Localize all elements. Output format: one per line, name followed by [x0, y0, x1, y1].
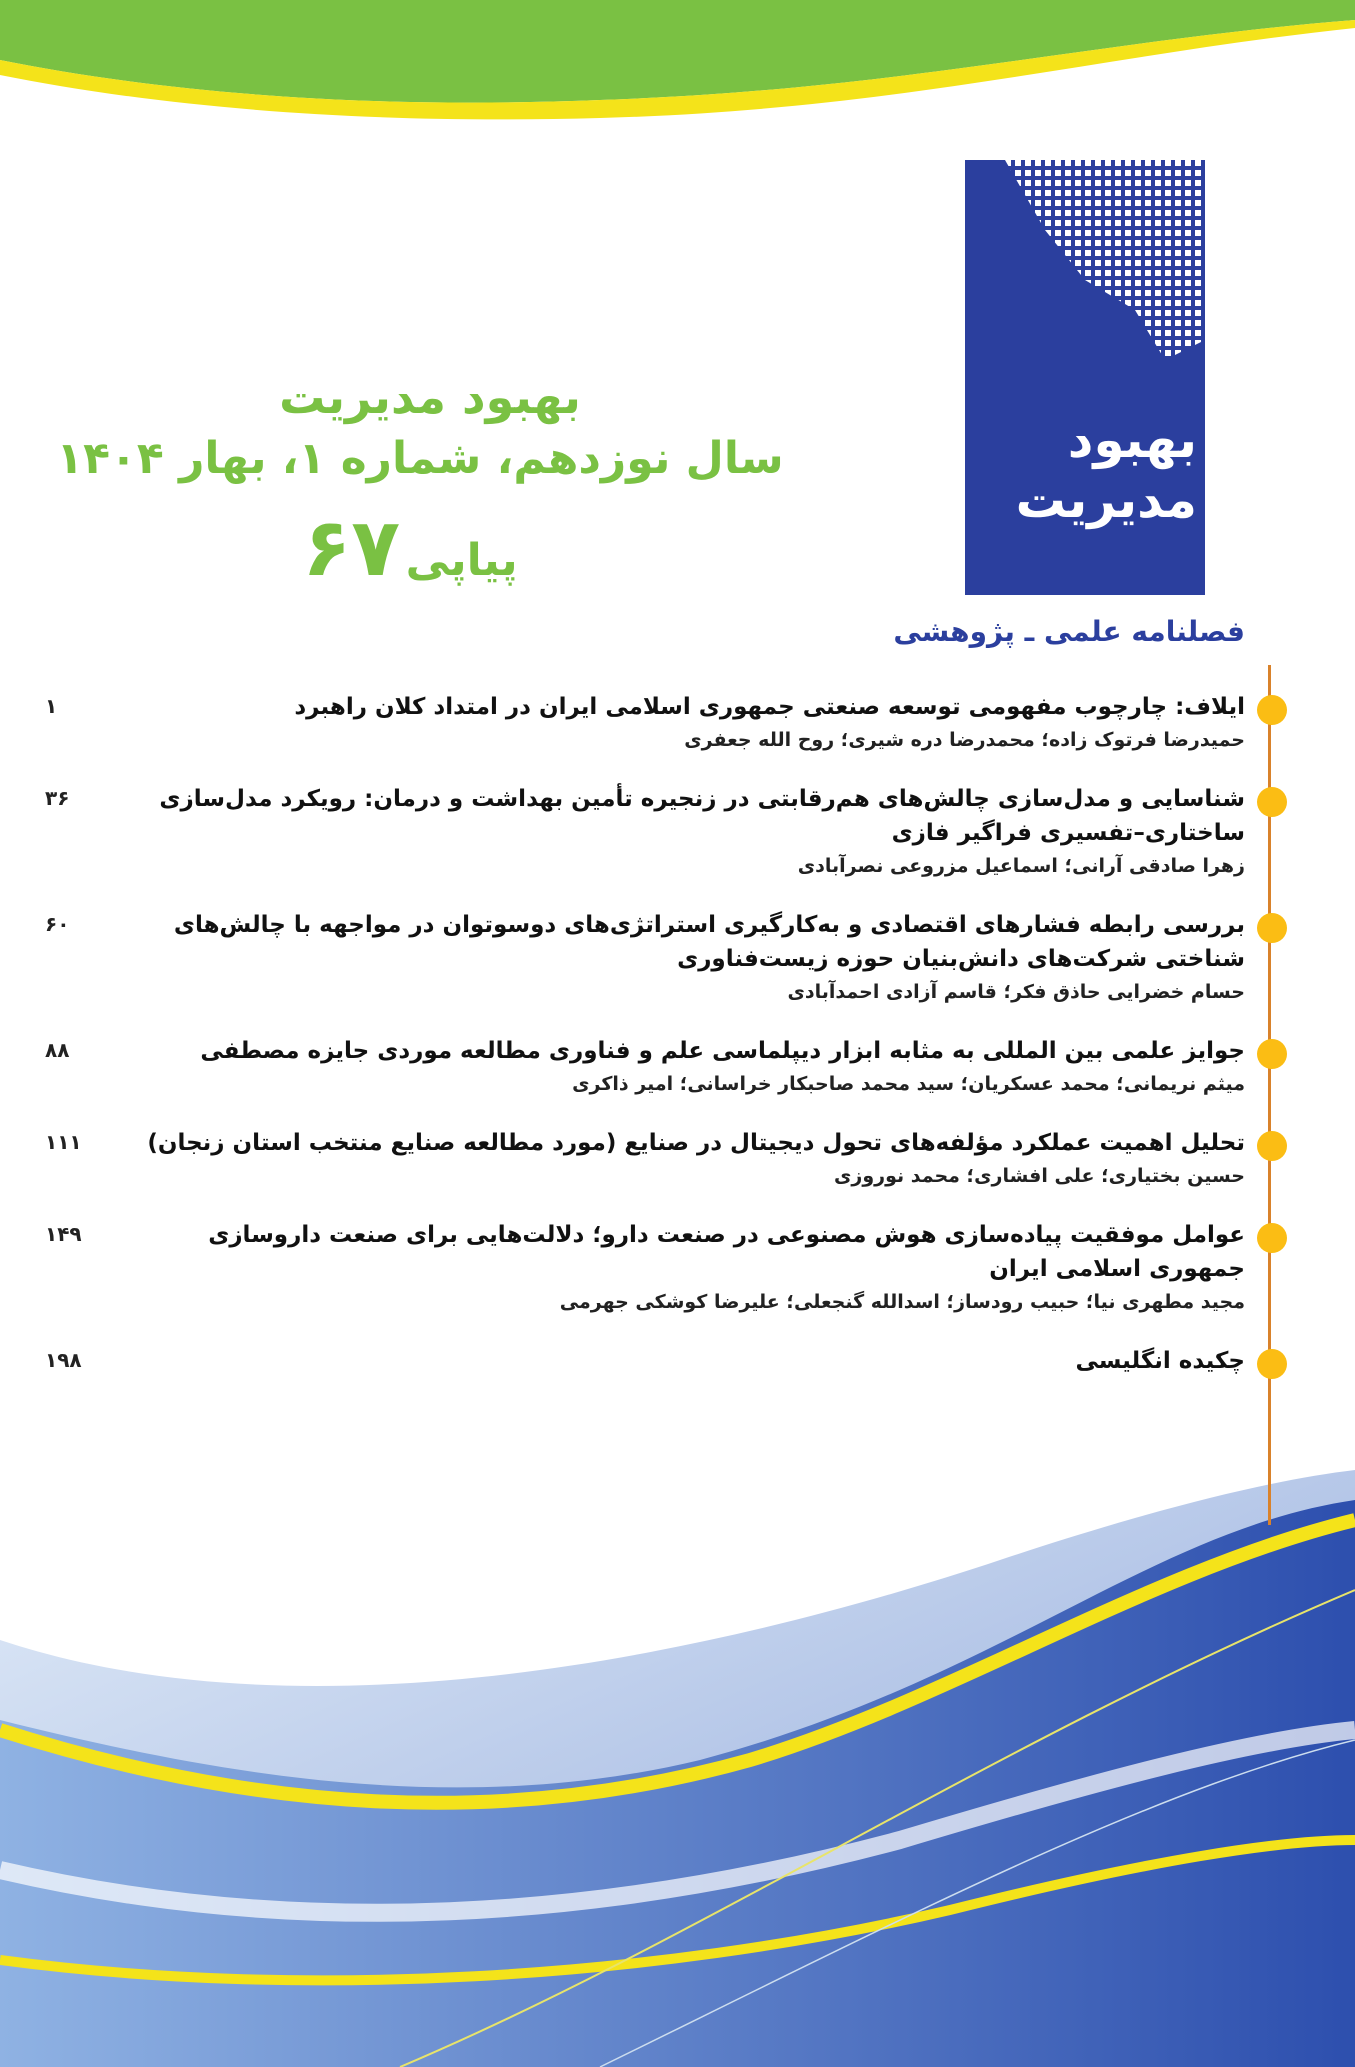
- toc-authors: حمیدرضا فرتوک زاده؛ محمدرضا دره شیری؛ روح الله جعفری: [684, 729, 1245, 751]
- toc-title: ایلاف: چارچوب مفهومی توسعه صنعتی جمهوری اسلامی ایران در امتداد کلان راهبرد: [294, 694, 1245, 720]
- toc-title: تحلیل اهمیت عملکرد مؤلفه‌های تحول دیجیتال در صنایع (مورد مطالعه صنایع منتخب استان زنجان): [147, 1130, 1245, 1156]
- bullet-icon: [1257, 787, 1287, 817]
- toc-entry[interactable]: [45, 1126, 1245, 1192]
- toc-authors: حسام خضرایی حاذق فکر؛ قاسم آزادی احمدآبادی: [787, 981, 1245, 1003]
- top-wave-decoration: [0, 0, 1355, 160]
- toc-authors: میثم نریمانی؛ محمد عسکریان؛ سید محمد صاحبکار خراسانی؛ امیر ذاکری: [572, 1073, 1245, 1095]
- serial-label: پیاپی: [405, 535, 518, 586]
- page-number: ۱: [45, 694, 58, 718]
- pixel-pattern-icon: [965, 160, 1205, 360]
- toc-title: شناسایی و مدل‌سازی چالش‌های هم‌رقابتی در زنجیره تأمین بهداشت و درمان: رویکرد مدل‌سازی ساختاری–تفسیری فراگیر فازی: [159, 786, 1245, 846]
- toc-authors: حسین بختیاری؛ علی افشاری؛ محمد نوروزی: [833, 1165, 1245, 1187]
- serial-number: ۶۷: [302, 501, 401, 594]
- page-number: ۱۹۸: [45, 1348, 82, 1372]
- toc-entry[interactable]: [45, 1344, 1245, 1378]
- toc-title: بررسی رابطه فشارهای اقتصادی و به‌کارگیری استراتژی‌های دوسوتوان در مواجهه با چالش‌های شناختی شرکت‌های دانش‌بنیان حوزه زیست‌فناوری: [173, 912, 1245, 972]
- toc-authors: زهرا صادقی آرانی؛ اسماعیل مزروعی نصرآبادی: [797, 855, 1245, 877]
- issue-line: سال نوزدهم، شماره ۱، بهار ۱۴۰۴: [56, 433, 784, 484]
- page-number: ۱۱۱: [45, 1130, 82, 1154]
- bullet-icon: [1257, 1131, 1287, 1161]
- journal-logo: [965, 160, 1205, 595]
- page-number: ۶۰: [45, 912, 70, 936]
- logo-subtitle: فصلنامه علمی ـ پژوهشی: [893, 615, 1245, 648]
- bullet-icon: [1257, 1349, 1287, 1379]
- toc-entry[interactable]: [45, 1034, 1245, 1100]
- bullet-icon: [1257, 1039, 1287, 1069]
- journal-name: بهبود مدیریت: [279, 370, 581, 424]
- toc-title: عوامل موفقیت پیاده‌سازی هوش مصنوعی در صنعت دارو؛ دلالت‌هایی برای صنعت داروسازی جمهوری اسلامی ایران: [208, 1222, 1245, 1282]
- toc-entry[interactable]: [45, 908, 1245, 1008]
- logo-wordmark: بهبود مدیریت: [1015, 411, 1197, 529]
- bottom-wave-decoration: [0, 1440, 1355, 2067]
- page-number: ۳۶: [45, 786, 70, 810]
- toc-entry[interactable]: [45, 690, 1245, 756]
- page-number: ۱۴۹: [45, 1222, 82, 1246]
- toc-entry[interactable]: [45, 1218, 1245, 1318]
- toc-title: چکیده انگلیسی: [1075, 1348, 1245, 1374]
- toc-authors: مجید مطهری نیا؛ حبیب رودساز؛ اسدالله گنجعلی؛ علیرضا کوشکی جهرمی: [559, 1291, 1245, 1313]
- table-of-contents: [45, 690, 1245, 1404]
- toc-entry[interactable]: [45, 782, 1245, 882]
- bullet-icon: [1257, 695, 1287, 725]
- bullet-icon: [1257, 1223, 1287, 1253]
- page-number: ۸۸: [45, 1038, 70, 1062]
- bullet-icon: [1257, 913, 1287, 943]
- serial: [230, 500, 590, 617]
- toc-title: جوایز علمی بین المللی به مثابه ابزار دیپلماسی علم و فناوری مطالعه موردی جایزه مصطفی: [200, 1038, 1245, 1064]
